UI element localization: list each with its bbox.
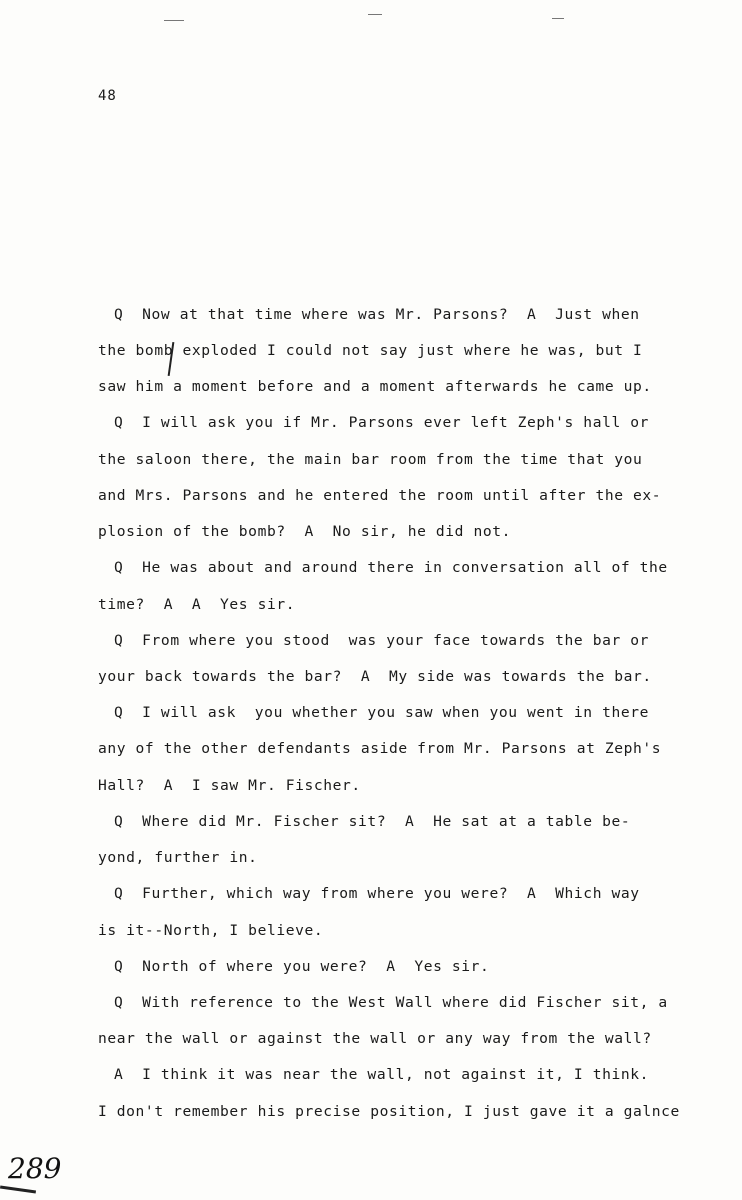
transcript-line: yond, further in.	[98, 849, 258, 866]
transcript-line: I don't remember his precise position, I just gave it a galnce	[98, 1103, 680, 1120]
transcript-line: and Mrs. Parsons and he entered the room until after the ex-	[98, 487, 662, 504]
transcript-line: Q He was about and around there in conversation all of the	[114, 559, 668, 576]
transcript-line: any of the other defendants aside from Mr. Parsons at Zeph's	[98, 740, 662, 757]
transcript-line: the bomb exploded I could not say just where he was, but I	[98, 342, 643, 359]
transcript-line: A I think it was near the wall, not against it, I think.	[114, 1066, 650, 1083]
transcript-line: Q With reference to the West Wall where did Fischer sit, a	[114, 994, 668, 1011]
transcript-line: Hall? A I saw Mr. Fischer.	[98, 777, 361, 794]
transcript-line: Q I will ask you if Mr. Parsons ever left Zeph's hall or	[114, 414, 650, 431]
transcript-line: Q Now at that time where was Mr. Parsons? A Just when	[114, 306, 640, 323]
transcript-line: Q North of where you were? A Yes sir.	[114, 958, 490, 975]
handwritten-page-number: 289	[8, 1152, 62, 1185]
scan-speck	[164, 20, 184, 21]
page-number: 48	[98, 88, 117, 104]
transcript-line: plosion of the bomb? A No sir, he did not.	[98, 523, 511, 540]
transcript-line: is it--North, I believe.	[98, 922, 324, 939]
transcript-line: Q I will ask you whether you saw when you went in there	[114, 704, 650, 721]
scan-speck	[552, 18, 564, 19]
margin-mark	[0, 1186, 36, 1194]
transcript-line: saw him a moment before and a moment afterwards he came up.	[98, 378, 652, 395]
transcript-line: time? A A Yes sir.	[98, 596, 296, 613]
transcript-line: your back towards the bar? A My side was towards the bar.	[98, 668, 652, 685]
transcript-line: the saloon there, the main bar room from the time that you	[98, 451, 643, 468]
transcript-line: near the wall or against the wall or any way from the wall?	[98, 1030, 652, 1047]
transcript-line: Q Where did Mr. Fischer sit? A He sat at a table be-	[114, 813, 631, 830]
transcript-line: Q Further, which way from where you were? A Which way	[114, 885, 640, 902]
scan-speck	[368, 14, 382, 15]
transcript-line: Q From where you stood was your face towards the bar or	[114, 632, 650, 649]
